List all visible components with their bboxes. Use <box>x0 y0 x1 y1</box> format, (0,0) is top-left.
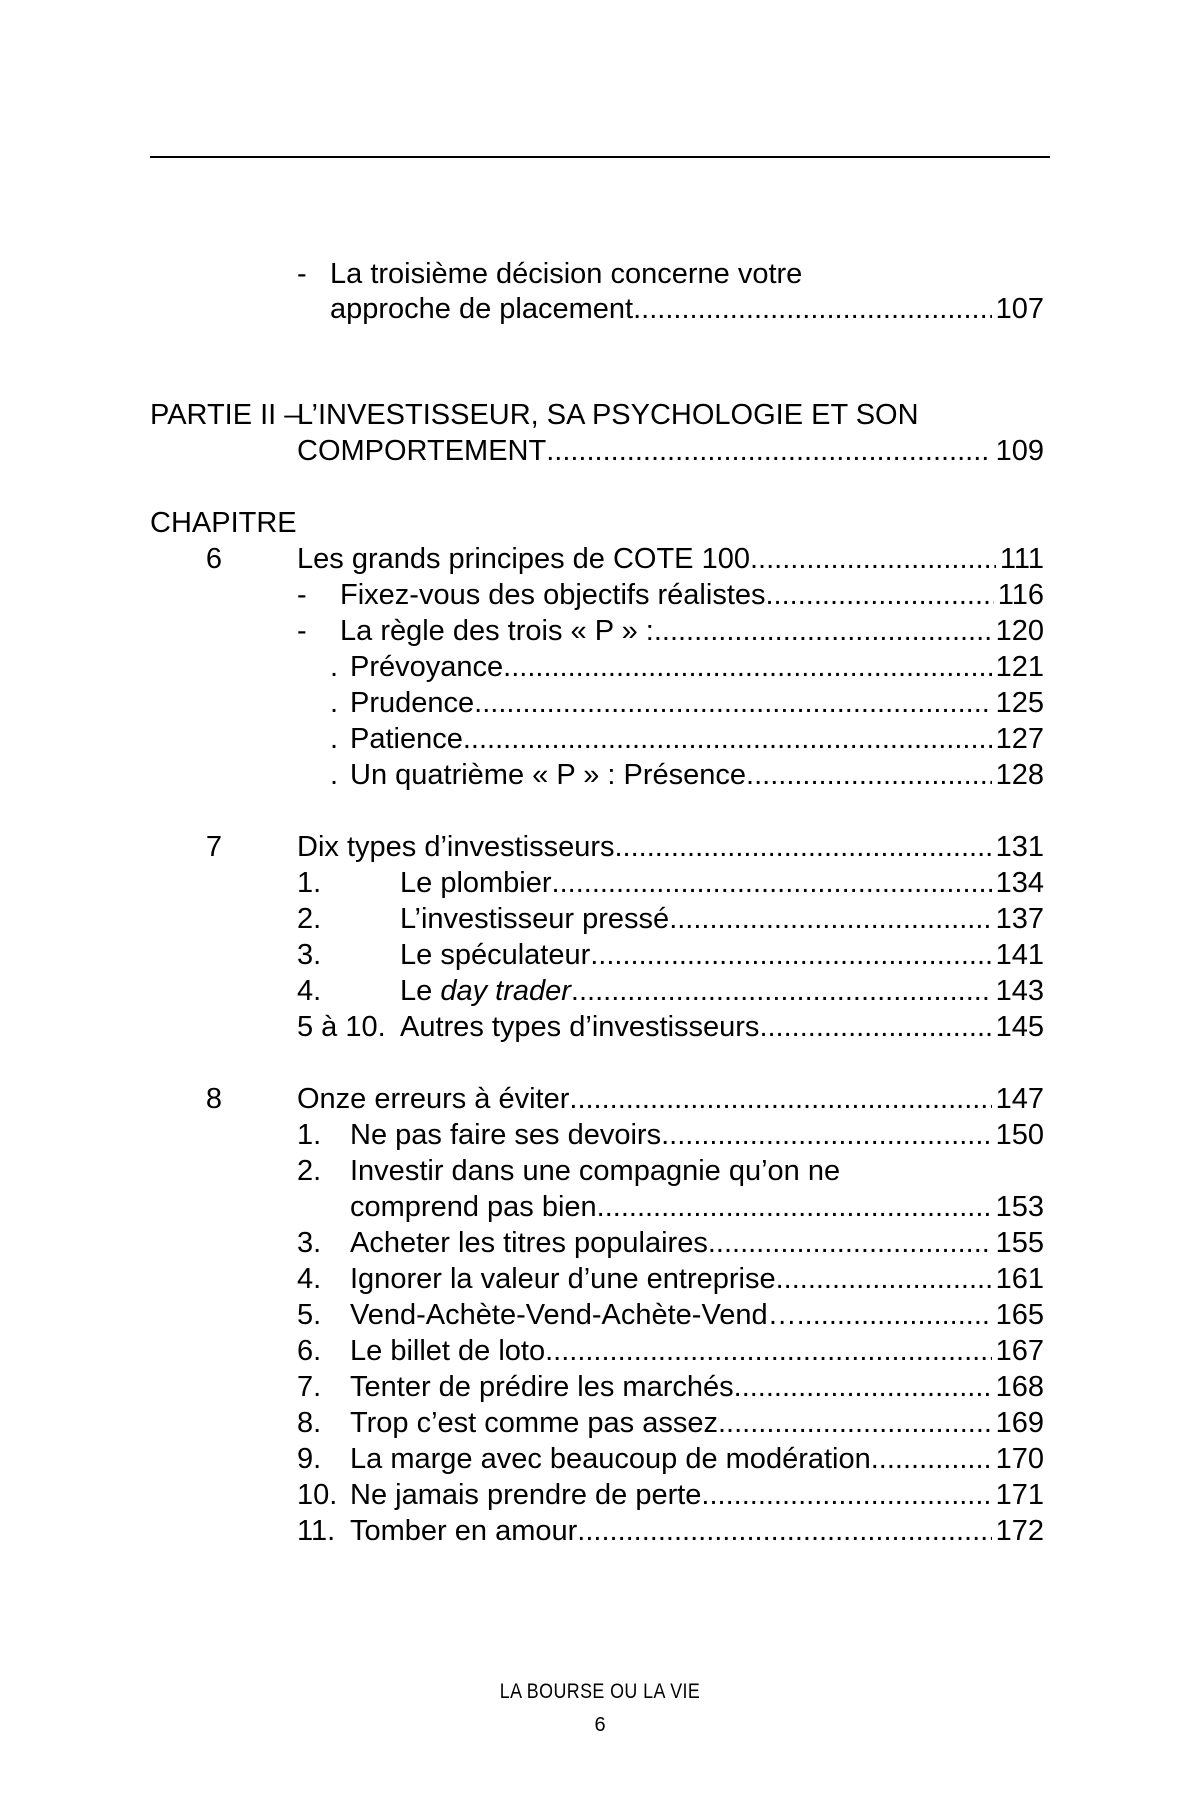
toc-entry-text: approche de placement <box>330 293 634 325</box>
toc-entry <box>350 1441 1044 1477</box>
dot-leader <box>701 1477 991 1513</box>
toc-entry-text: Patience <box>350 723 463 755</box>
toc-entry-text: Le billet de loto <box>350 1335 546 1367</box>
toc-page-number: 168 <box>995 1371 1044 1403</box>
item-number: 2. <box>297 903 322 935</box>
toc-entry-text <box>400 973 571 1009</box>
chapter-entry <box>297 829 1044 865</box>
toc-entry <box>297 433 1044 469</box>
toc-entry-text: Vend-Achète-Vend-Achète-Vend… <box>350 1299 797 1331</box>
toc-page-number: 170 <box>995 1443 1044 1475</box>
item-number: 7. <box>297 1371 322 1403</box>
toc-page-number: 127 <box>995 723 1044 755</box>
item-number: 10. <box>297 1479 338 1511</box>
toc-page-number: 125 <box>995 687 1044 719</box>
toc-entry-text: Ne jamais prendre de perte <box>350 1479 702 1511</box>
toc-page-number: 150 <box>995 1119 1044 1151</box>
item-number: 1. <box>297 867 322 899</box>
item-number: 2. <box>297 1155 322 1187</box>
toc-page-number: 167 <box>995 1335 1044 1367</box>
toc-entry <box>350 1297 1044 1333</box>
chapter-title: Dix types d’investisseurs <box>297 831 615 863</box>
item-number: 4. <box>297 975 322 1007</box>
item-number: 6. <box>297 1335 322 1367</box>
toc-entry <box>350 1477 1044 1513</box>
dot-leader <box>654 613 992 649</box>
dot-leader <box>552 865 992 901</box>
toc-entry <box>400 901 1044 937</box>
toc-entry-text-italic: day trader <box>440 975 571 1007</box>
toc-page-number: 111 <box>999 543 1044 575</box>
chapter-number: 7 <box>205 831 222 863</box>
toc-entry-text: La règle des trois « P » : <box>340 615 654 647</box>
toc-bullet: . <box>330 759 339 791</box>
toc-entry <box>350 721 1044 757</box>
toc-bullet: . <box>330 687 339 719</box>
toc-dash: - <box>297 258 307 290</box>
toc-entry-text: Prudence <box>350 687 475 719</box>
footer-book-title: LA BOURSE OU LA VIE <box>499 1680 701 1703</box>
toc-dash: - <box>297 615 307 647</box>
toc-entry <box>350 649 1044 685</box>
toc-entry <box>350 685 1044 721</box>
item-number: 5 à 10. <box>297 1011 386 1043</box>
toc-entry <box>350 1225 1044 1261</box>
toc-page-number: 128 <box>995 759 1044 791</box>
dot-leader <box>569 1081 991 1117</box>
dot-leader <box>661 1117 992 1153</box>
toc-entry-text-prefix: Le <box>400 975 441 1007</box>
dot-leader <box>463 721 992 757</box>
dot-leader <box>669 901 991 937</box>
dot-leader <box>871 1441 992 1477</box>
toc-entry-text: Autres types d’investisseurs <box>400 1011 760 1043</box>
dot-leader <box>766 577 994 613</box>
toc-bullet: . <box>330 651 339 683</box>
item-number: 4. <box>297 1263 322 1295</box>
toc-page-number: 116 <box>997 579 1044 611</box>
toc-entry <box>350 1513 1044 1549</box>
toc-bullet: . <box>330 723 339 755</box>
footer-page-number: 6 <box>594 1714 606 1736</box>
chapter-title: Les grands principes de COTE 100 <box>297 543 750 575</box>
dot-leader <box>571 973 992 1009</box>
item-number: 1. <box>297 1119 322 1151</box>
toc-entry-text: Acheter les titres populaires <box>350 1227 708 1259</box>
toc-dash: - <box>297 579 307 611</box>
dot-leader <box>708 1225 992 1261</box>
dot-leader <box>615 829 992 865</box>
toc-entry <box>350 1261 1044 1297</box>
dot-leader <box>590 937 991 973</box>
toc-entry <box>330 291 1044 327</box>
toc-page-number: 145 <box>995 1011 1044 1043</box>
toc-entry <box>350 1369 1044 1405</box>
toc-entry-text: Un quatrième « P » : Présence <box>350 759 747 791</box>
dot-leader <box>734 1369 992 1405</box>
dot-leader <box>474 685 991 721</box>
toc-entry <box>350 757 1044 793</box>
toc-entry <box>350 1333 1044 1369</box>
item-number: 11. <box>297 1515 336 1547</box>
toc-page-number: 141 <box>995 939 1044 971</box>
toc-page-number: 109 <box>995 435 1044 467</box>
toc-page-number: 107 <box>995 293 1044 325</box>
toc-entry-text: Ignorer la valeur d’une entreprise <box>350 1263 776 1295</box>
toc-entry-text: Tomber en amour <box>350 1515 578 1547</box>
toc-page-number: 120 <box>995 615 1044 647</box>
toc-page-number: 165 <box>995 1299 1044 1331</box>
chapter-number: 6 <box>205 543 222 575</box>
dot-leader <box>797 1297 992 1333</box>
toc-entry-text: Prévoyance <box>350 651 504 683</box>
item-number: 8. <box>297 1407 322 1439</box>
toc-entry <box>400 937 1044 973</box>
toc-page-number: 131 <box>995 831 1044 863</box>
toc-entry-text: La troisième décision concerne votre <box>330 258 803 290</box>
toc-entry <box>340 577 1044 613</box>
dot-leader <box>546 433 991 469</box>
toc-entry <box>340 613 1044 649</box>
header-rule <box>150 156 1050 158</box>
toc-page-number: 169 <box>995 1407 1044 1439</box>
toc-page-number: 155 <box>995 1227 1044 1259</box>
dot-leader <box>597 1189 992 1225</box>
toc-page-number: 143 <box>995 975 1044 1007</box>
toc-page-number: 171 <box>995 1479 1044 1511</box>
dot-leader <box>577 1513 991 1549</box>
dot-leader <box>750 541 996 577</box>
toc-entry-text: Tenter de prédire les marchés <box>350 1371 734 1403</box>
toc-entry-text: Fixez-vous des objectifs réalistes <box>340 579 766 611</box>
chapter-number: 8 <box>205 1083 222 1115</box>
dot-leader <box>746 757 992 793</box>
toc-page-number: 161 <box>995 1263 1044 1295</box>
toc-entry-text: Ne pas faire ses devoirs <box>350 1119 662 1151</box>
toc-entry <box>400 865 1044 901</box>
dot-leader <box>718 1405 992 1441</box>
item-number: 9. <box>297 1443 322 1475</box>
toc-entry-text: Trop c’est comme pas assez <box>350 1407 718 1439</box>
item-number: 5. <box>297 1299 322 1331</box>
chapter-title: Onze erreurs à éviter <box>297 1083 570 1115</box>
dot-leader <box>759 1009 991 1045</box>
toc-entry-text: Le plombier <box>400 867 552 899</box>
chapitre-label: CHAPITRE <box>150 507 297 539</box>
toc-entry-text: L’investisseur pressé <box>400 903 670 935</box>
toc-entry <box>350 1405 1044 1441</box>
toc-entry <box>400 1009 1044 1045</box>
part-label: PARTIE II – <box>150 399 301 431</box>
toc-page-number: 172 <box>995 1515 1044 1547</box>
toc-page-number: 147 <box>995 1083 1044 1115</box>
toc-entry-text: comprend pas bien <box>350 1191 597 1223</box>
toc-page-number: 137 <box>995 903 1044 935</box>
toc-entry <box>400 973 1044 1009</box>
dot-leader <box>545 1333 992 1369</box>
toc-entry <box>350 1189 1044 1225</box>
dot-leader <box>633 291 992 327</box>
item-number: 3. <box>297 1227 322 1259</box>
part-title: L’INVESTISSEUR, SA PSYCHOLOGIE ET SON <box>297 399 919 431</box>
toc-entry <box>350 1117 1044 1153</box>
toc-page-number: 153 <box>995 1191 1044 1223</box>
toc-page-number: 134 <box>995 867 1044 899</box>
part-title: COMPORTEMENT <box>297 435 547 467</box>
dot-leader <box>503 649 991 685</box>
toc-entry-text: Le spéculateur <box>400 939 591 971</box>
toc-page-number: 121 <box>995 651 1044 683</box>
toc-entry-text: Investir dans une compagnie qu’on ne <box>350 1155 841 1187</box>
toc-entry-text: La marge avec beaucoup de modération <box>350 1443 871 1475</box>
item-number: 3. <box>297 939 322 971</box>
dot-leader <box>776 1261 992 1297</box>
chapter-entry <box>297 1081 1044 1117</box>
chapter-entry <box>297 541 1044 577</box>
